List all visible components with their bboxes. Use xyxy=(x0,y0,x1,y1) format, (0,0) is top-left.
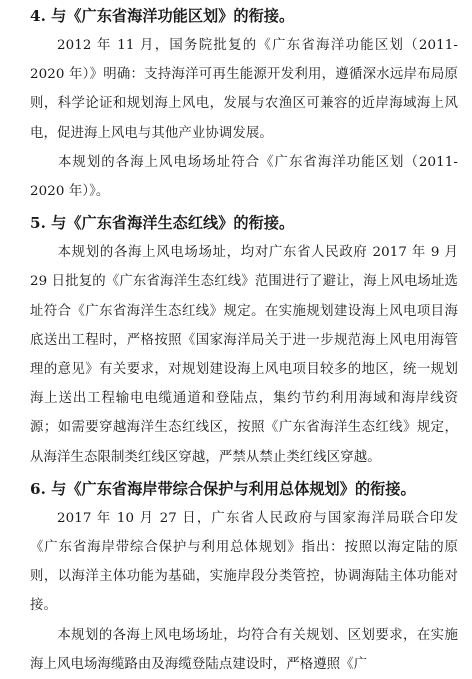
paragraph-text: 本规划的各海上风电场场址符合《广东省海洋功能区划（2011-2020 年）》。 xyxy=(30,154,458,200)
section-heading-5: 5. 与《广东省海洋生态红线》的衔接。 xyxy=(30,214,295,233)
paragraph xyxy=(30,504,458,621)
paragraph-text: 2017 年 10 月 27 日，广东省人民政府与国家海洋局联合印发《广东省海岸带综合保护与利用总体规划》指出：按照以海定陆的原则，以海洋主体功能为基础，实施岸段分类管控，协调海陆主体功能对接。 xyxy=(30,510,458,614)
paragraph-text: 2012 年 11 月，国务院批复的《广东省海洋功能区划（2011-2020 年）》明确：支持海洋可再生能源开发利用，遵循深水远岸布局原则，科学论证和规划海上风电，发展与农渔区可兼容的近岸海域海上风电，促进海上风电与其他产业协调发展。 xyxy=(30,38,458,141)
section-heading-4: 4. 与《广东省海洋功能区划》的衔接。 xyxy=(30,7,295,25)
paragraph-text: 本规划的各海上风电场场址，均符合有关规划、区划要求，在实施海上风电场海缆路由及海缆登陆点建设时，严格遵照《广 xyxy=(30,627,458,672)
section-heading-6: 6. 与《广东省海岸带综合保护与利用总体规划》的衔接。 xyxy=(30,479,416,498)
paragraph xyxy=(30,621,458,679)
paragraph-text: 本规划的各海上风电场场址，均对广东省人民政府 2017 年 9 月 29 日批复的《广东省海洋生态红线》范围进行了避让，海上风电场址选址符合《广东省海洋生态红线》规定。在实施规划建设海上风电项目海底送出工程时，严格按照《国家海洋局关于进一步规范海上风电用海管理的意见》有关要求，对规划建设海上风电项目较多的地区，统一规划海上送出工程输电电缆通道和登陆点，集约节约利用海域和海岸线资源；如需要穿越海洋生态红线区，按照《广东省海洋生态红线》规定，从海洋生态限制类红线区穿越，严禁从禁止类红线区穿越。 xyxy=(30,245,458,465)
paragraph xyxy=(30,238,458,472)
paragraph xyxy=(30,31,458,148)
paragraph xyxy=(30,148,458,206)
